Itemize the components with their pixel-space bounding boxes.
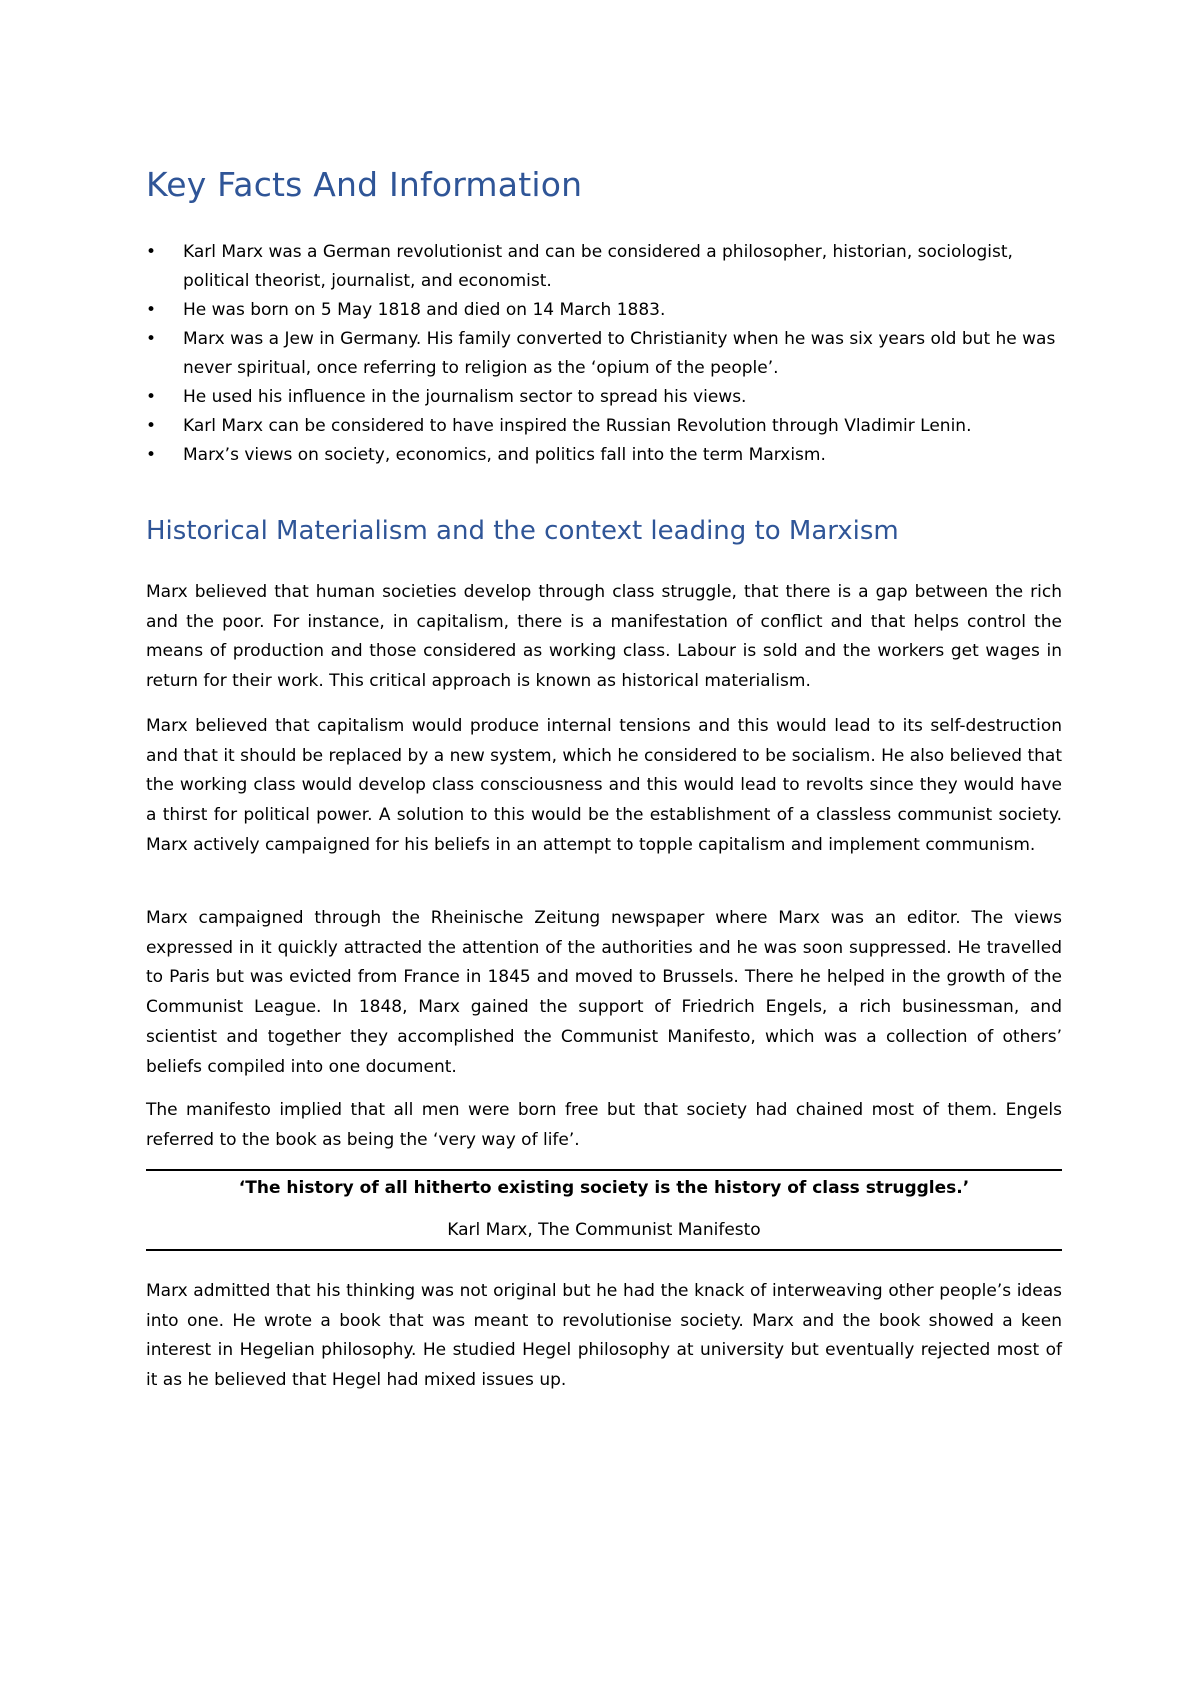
block-quote: ‘The history of all hitherto existing society is the history of class struggles.’ bbox=[238, 1178, 970, 1198]
bullet-icon: • bbox=[146, 387, 157, 407]
list-item bbox=[146, 412, 1062, 441]
list-item-text: Karl Marx can be considered to have inspired the Russian Revolution through Vladimir Lenin. bbox=[183, 416, 972, 436]
quote-bottom-divider bbox=[146, 1249, 1062, 1251]
list-item-text: He used his influence in the journalism sector to spread his views. bbox=[183, 387, 747, 407]
heading-key-facts: Key Facts And Information bbox=[146, 165, 583, 204]
key-facts-list bbox=[146, 238, 1062, 470]
bullet-icon: • bbox=[146, 445, 157, 465]
paragraph: Marx believed that capitalism would produce internal tensions and this would lead to its self-destruction and that it should be replaced by a new system, which he considered to be socialism. He also believed that the working class would develop class consciousness and this would lead to revolts since they would have a thirst for political power. A solution to this would be the establishment of a classless communist society. Marx actively campaigned for his beliefs in an attempt to topple capitalism and implement communism. bbox=[146, 716, 1062, 855]
bullet-icon: • bbox=[146, 416, 157, 436]
quote-top-divider bbox=[146, 1169, 1062, 1171]
list-item bbox=[146, 296, 1062, 325]
list-item-text: Marx was a Jew in Germany. His family converted to Christianity when he was six years old but he was never spiritual, once referring to religion as the ‘opium of the people’. bbox=[183, 329, 1056, 378]
paragraph: Marx believed that human societies develop through class struggle, that there is a gap between the rich and the poor. For instance, in capitalism, there is a manifestation of conflict and that helps control the means of production and those considered as working class. Labour is sold and the workers get wages in return for their work. This critical approach is known as historical materialism. bbox=[146, 582, 1062, 692]
list-item bbox=[146, 325, 1062, 383]
paragraph: Marx admitted that his thinking was not original but he had the knack of interweaving other people’s ideas into one. He wrote a book that was meant to revolutionise society. Marx and the book showed a keen interest in Hegelian philosophy. He studied Hegel philosophy at university but eventually rejected most of it as he believed that Hegel had mixed issues up. bbox=[146, 1281, 1062, 1391]
bullet-icon: • bbox=[146, 242, 157, 262]
paragraph: Marx campaigned through the Rheinische Zeitung newspaper where Marx was an editor. The views expressed in it quickly attracted the attention of the authorities and he was soon suppressed. He travelled to Paris but was evicted from France in 1845 and moved to Brussels. There he helped in the growth of the Communist League. In 1848, Marx gained the support of Friedrich Engels, a rich businessman, and scientist and together they accomplished the Communist Manifesto, which was a collection of others’ beliefs compiled into one document. bbox=[146, 908, 1062, 1077]
list-item-text: Marx’s views on society, economics, and politics fall into the term Marxism. bbox=[183, 445, 826, 465]
heading-historical-materialism: Historical Materialism and the context leading to Marxism bbox=[146, 516, 899, 546]
list-item-text: He was born on 5 May 1818 and died on 14 March 1883. bbox=[183, 300, 666, 320]
list-item bbox=[146, 238, 1062, 296]
bullet-icon: • bbox=[146, 300, 157, 320]
list-item bbox=[146, 383, 1062, 412]
bullet-icon: • bbox=[146, 329, 157, 349]
list-item bbox=[146, 441, 1062, 470]
paragraph: The manifesto implied that all men were born free but that society had chained most of them. Engels referred to the book as being the ‘very way of life’. bbox=[146, 1100, 1062, 1150]
quote-attribution: Karl Marx, The Communist Manifesto bbox=[447, 1220, 761, 1240]
list-item-text: Karl Marx was a German revolutionist and can be considered a philosopher, historian, sociologist, political theorist, journalist, and economist. bbox=[183, 242, 1013, 291]
